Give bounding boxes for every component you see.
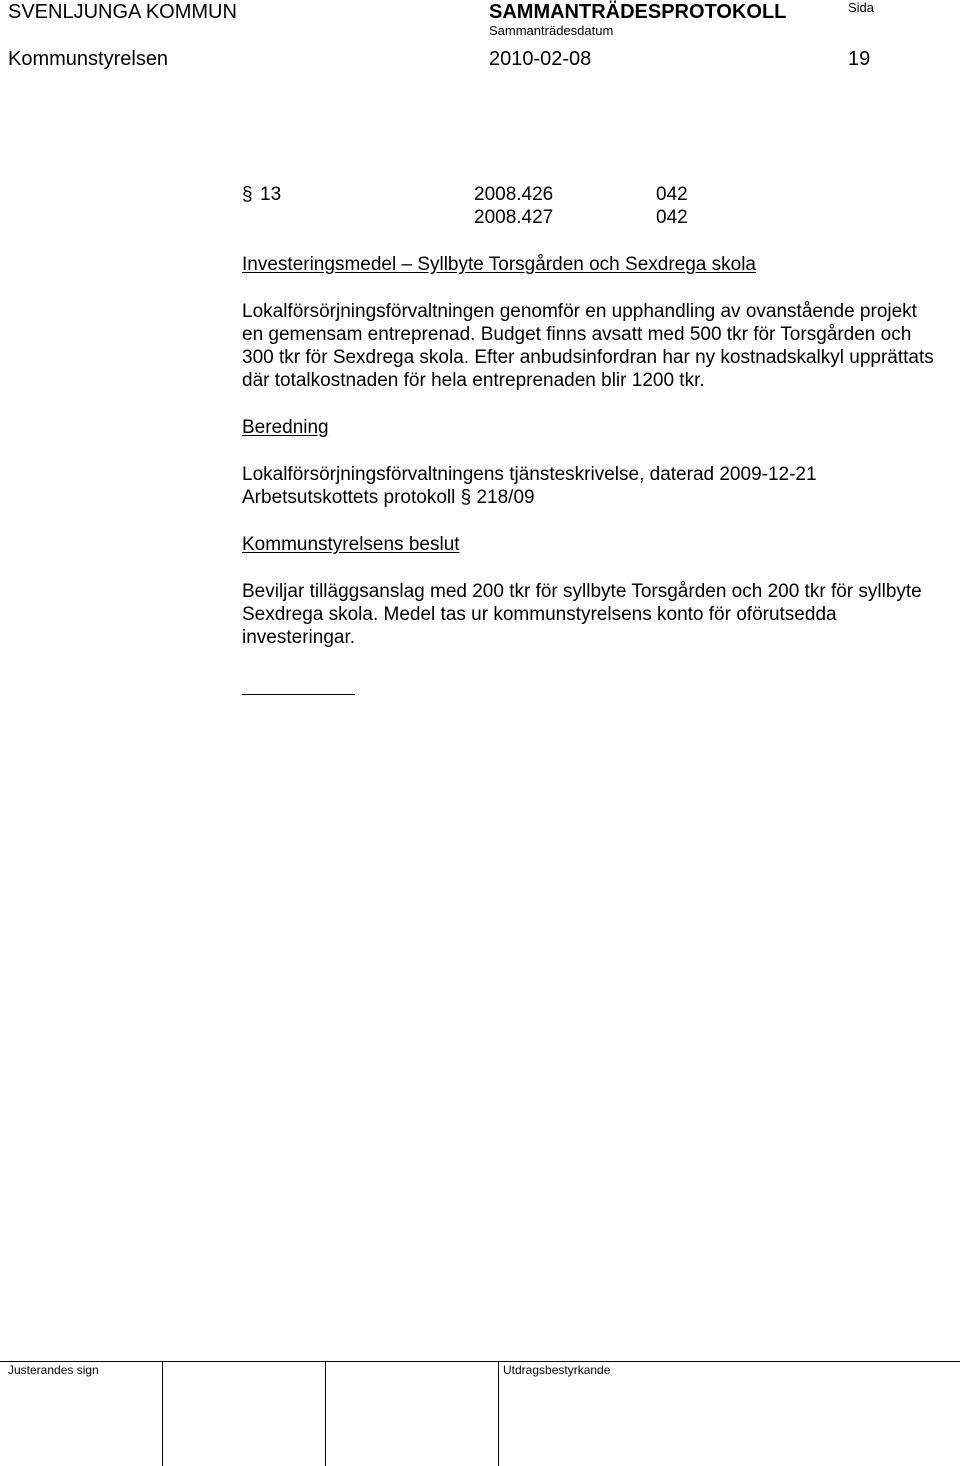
beredning-line: Lokalförsörjningsförvaltningens tjänsteskrivelse, daterad 2009-12-21: [242, 464, 817, 485]
document-type: SAMMANTRÄDESPROTOKOLL: [489, 1, 787, 23]
case-number: 2008.427: [474, 207, 554, 228]
signature-box-divider: [325, 1362, 326, 1466]
decision-heading: Kommunstyrelsens beslut: [242, 534, 460, 555]
signature-box-divider: [498, 1362, 499, 1466]
archive-code: 042: [656, 184, 688, 205]
page-number: 19: [848, 48, 871, 70]
organization-name: SVENLJUNGA KOMMUN: [8, 1, 237, 23]
page-label: Sida: [848, 0, 875, 15]
beredning-protocol-label: Arbetsutskottets protokoll: [242, 487, 456, 508]
beredning-heading: Beredning: [242, 417, 329, 438]
signature-label: Justerandes sign: [8, 1363, 99, 1377]
section-sign: §: [242, 184, 253, 205]
end-of-item-rule: [242, 694, 355, 695]
agenda-item: [242, 183, 942, 649]
item-reference-row: [242, 183, 942, 206]
item-intro-text: Lokalförsörjningsförvaltningen genomför en upphandling av ovanstående projekt en gemensam entreprenad. Budget finns avsatt med 500 tkr för Torsgården och 300 tkr för Sexdrega skola. Efter anbudsinfordran har ny kostnadskalkyl upprättats där totalkostnaden för hela entreprenaden blir 1200 tkr.: [242, 301, 934, 391]
item-number: 13: [260, 184, 282, 205]
section-sign: §: [460, 487, 472, 508]
decision-text: Beviljar tilläggsanslag med 200 tkr för syllbyte Torsgården och 200 tkr för syllbyte Sexdrega skola. Medel tas ur kommunstyrelsens konto för oförutsedda investeringar.: [242, 581, 922, 648]
committee-name: Kommunstyrelsen: [8, 48, 169, 70]
meeting-date: 2010-02-08: [489, 48, 592, 70]
case-number: 2008.426: [474, 184, 554, 205]
archive-code: 042: [656, 207, 688, 228]
signature-box-divider: [162, 1362, 163, 1466]
extract-certification-label: Utdragsbestyrkande: [503, 1363, 611, 1377]
meeting-date-label: Sammanträdesdatum: [489, 23, 614, 38]
item-title: Investeringsmedel – Syllbyte Torsgården och Sexdrega skola: [242, 254, 756, 275]
item-reference-row: [242, 206, 942, 229]
beredning-protocol-ref: 218/09: [476, 487, 535, 508]
beredning-line: [242, 486, 942, 509]
signature-footer: [0, 1361, 960, 1466]
